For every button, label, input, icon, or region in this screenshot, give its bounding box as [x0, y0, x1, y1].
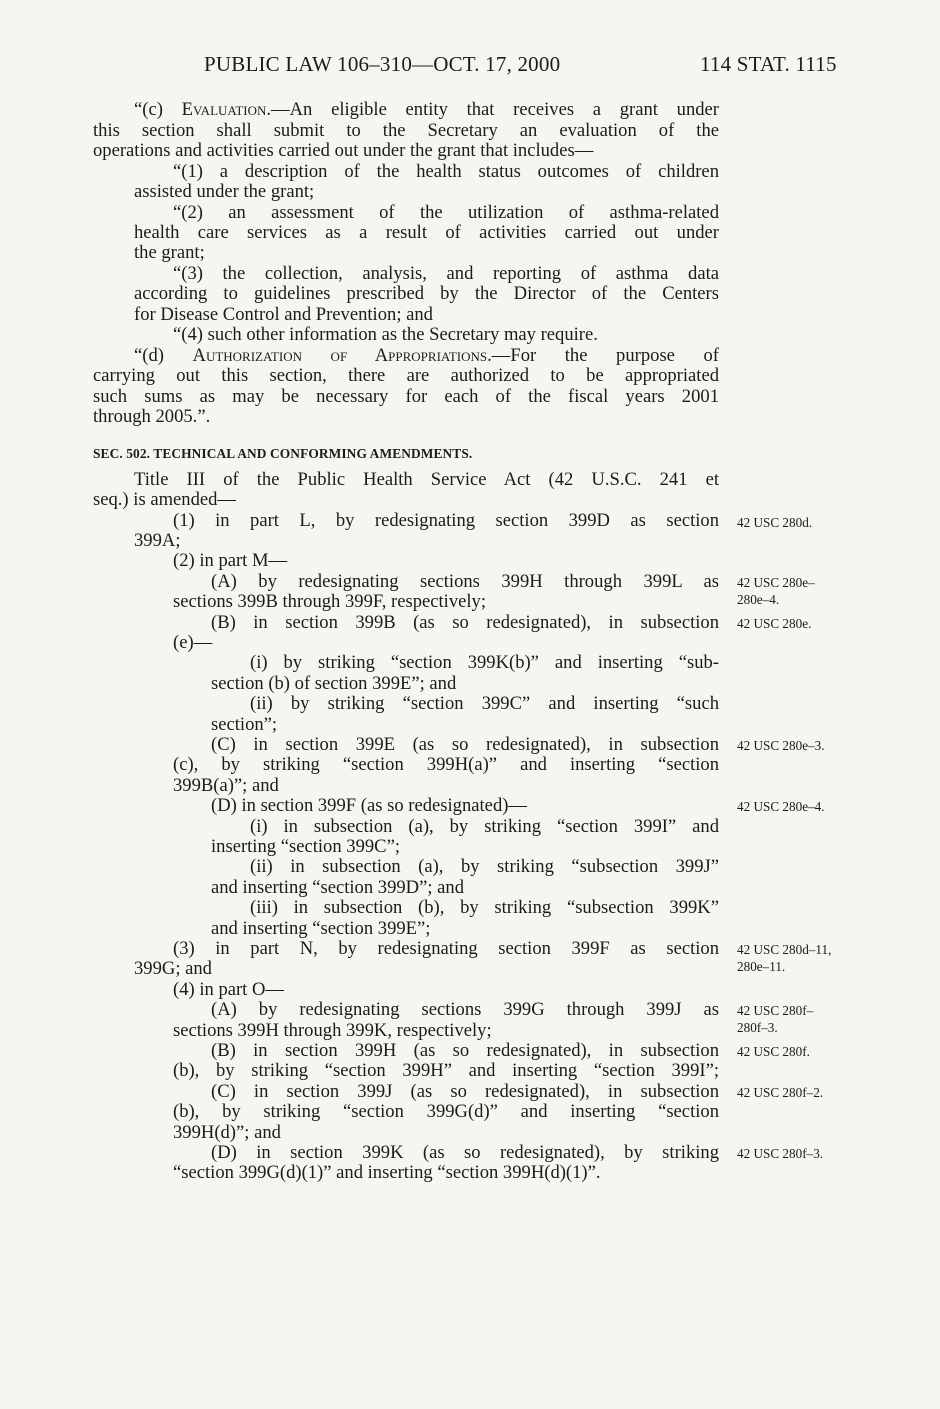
text-line: (A) by redesignating sections 399G through 399J as	[211, 999, 719, 1020]
running-header	[0, 52, 940, 82]
text-line: section”;	[211, 714, 278, 735]
text-line: inserting “section 399C”;	[211, 836, 400, 857]
header-stat-page: 114 STAT. 1115	[700, 52, 837, 76]
margin-note: 42 USC 280e–3.	[737, 738, 825, 753]
text-line: according to guidelines prescribed by the Director of the Centers	[134, 283, 719, 304]
text-line: (D) in section 399K (as so redesignated), by striking	[211, 1142, 719, 1163]
text-line: sections 399H through 399K, respectively;	[173, 1020, 492, 1041]
text-line: (C) in section 399J (as so redesignated), in subsection	[211, 1081, 719, 1102]
text-line: seq.) is amended—	[93, 489, 237, 510]
text-line	[134, 100, 719, 120]
text-line: (i) by striking “section 399K(b)” and inserting “sub-	[250, 652, 719, 673]
text-line: such sums as may be necessary for each of the fiscal years 2001	[93, 386, 719, 407]
text-line: (c), by striking “section 399H(a)” and inserting “section	[173, 754, 719, 775]
text-line: (i) in subsection (a), by striking “section 399I” and	[250, 816, 719, 837]
section-heading: SEC. 502. TECHNICAL AND CONFORMING AMENDMENTS.	[93, 446, 473, 461]
margin-note: 42 USC 280e.	[737, 616, 812, 631]
text-line: (4) in part O—	[173, 979, 285, 1000]
margin-note: 42 USC 280d.	[737, 515, 813, 530]
text-line: (iii) in subsection (b), by striking “subsection 399K”	[250, 897, 719, 918]
text-line: (ii) by striking “section 399C” and inserting “such	[250, 693, 719, 714]
text-line: 399B(a)”; and	[173, 775, 279, 796]
text-line: “(3) the collection, analysis, and reporting of asthma data	[173, 263, 719, 284]
text-line: “(1) a description of the health status outcomes of children	[173, 161, 719, 182]
text-line: for Disease Control and Prevention; and	[134, 304, 433, 325]
text-line: (B) in section 399B (as so redesignated), in subsection	[211, 612, 719, 633]
text-line: through 2005.”.	[93, 406, 211, 427]
text-line: 399G; and	[134, 958, 212, 979]
text-line: this section shall submit to the Secretary an evaluation of the	[93, 120, 719, 141]
text-line: the grant;	[134, 242, 205, 263]
text-line: (D) in section 399F (as so redesignated)—	[211, 795, 528, 816]
text-line: assisted under the grant;	[134, 181, 315, 202]
text-line: section (b) of section 399E”; and	[211, 673, 457, 694]
text-line: health care services as a result of activities carried out under	[134, 222, 719, 243]
margin-note: 42 USC 280f– 280f–3.	[737, 1003, 814, 1035]
text-line: (2) in part M—	[173, 550, 288, 571]
text-line: sections 399B through 399F, respectively;	[173, 591, 487, 612]
text-line: and inserting “section 399D”; and	[211, 877, 465, 898]
text-line: (A) by redesignating sections 399H through 399L as	[211, 571, 719, 592]
text-line: 399H(d)”; and	[173, 1122, 281, 1143]
text-line: 399A;	[134, 530, 181, 551]
text-line: “(2) an assessment of the utilization of asthma-related	[173, 202, 719, 223]
text-line: Title III of the Public Health Service Act (42 U.S.C. 241 et	[134, 469, 719, 490]
header-title: PUBLIC LAW 106–310—OCT. 17, 2000	[204, 52, 561, 76]
margin-note: 42 USC 280f.	[737, 1044, 810, 1059]
text-line: (b), by striking “section 399H” and inserting “section 399I”;	[173, 1060, 719, 1081]
text-line: “(4) such other information as the Secretary may require.	[173, 324, 598, 345]
subsection-heading: Evaluation	[181, 99, 267, 120]
text-line: carrying out this section, there are authorized to be appropriated	[93, 365, 719, 386]
text-line: (b), by striking “section 399G(d)” and inserting “section	[173, 1101, 719, 1122]
text-line: (1) in part L, by redesignating section 399D as section	[173, 510, 719, 531]
text-segment: “(c)	[134, 99, 182, 120]
text-segment: .—An eligible entity that receives a grant under	[266, 99, 719, 120]
text-line	[134, 346, 719, 366]
text-line: and inserting “section 399E”;	[211, 918, 431, 939]
text-segment: “(d)	[134, 345, 193, 366]
margin-note: 42 USC 280e–4.	[737, 799, 825, 814]
text-line: operations and activities carried out under the grant that includes—	[93, 140, 594, 161]
text-line: (ii) in subsection (a), by striking “subsection 399J”	[250, 856, 719, 877]
margin-note: 42 USC 280f–2.	[737, 1085, 824, 1100]
text-segment: .—For the purpose of	[487, 345, 719, 366]
text-line: (C) in section 399E (as so redesignated), in subsection	[211, 734, 719, 755]
text-line: (e)—	[173, 632, 213, 653]
margin-note: 42 USC 280e– 280e–4.	[737, 575, 815, 607]
subsection-heading: Authorization of Appropriations	[192, 345, 488, 366]
text-line: (3) in part N, by redesignating section 399F as section	[173, 938, 719, 959]
text-line: “section 399G(d)(1)” and inserting “section 399H(d)(1)”.	[173, 1162, 601, 1183]
margin-note: 42 USC 280d–11, 280e–11.	[737, 942, 832, 974]
margin-note: 42 USC 280f–3.	[737, 1146, 824, 1161]
text-line: (B) in section 399H (as so redesignated), in subsection	[211, 1040, 719, 1061]
